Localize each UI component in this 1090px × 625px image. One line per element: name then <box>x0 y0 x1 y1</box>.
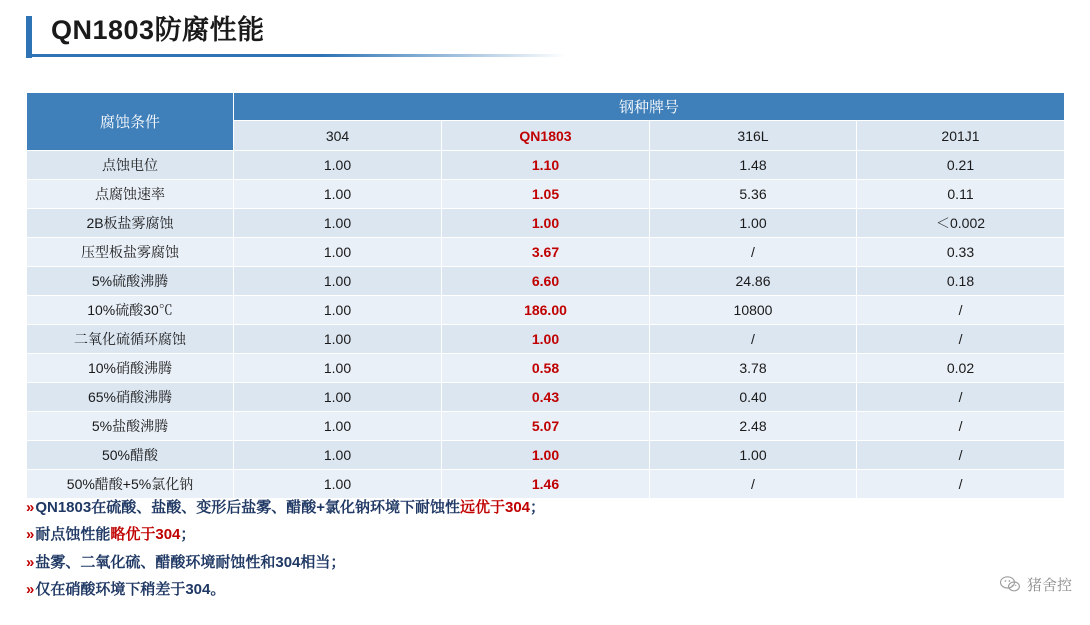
table-row <box>27 441 1065 470</box>
cell-qn1803: 1.05 <box>442 180 650 209</box>
cell-201j1: ＜0.002 <box>857 209 1065 238</box>
cell-201j1: / <box>857 296 1065 325</box>
cell-201j1: / <box>857 383 1065 412</box>
bullet-emphasis: 远优于304 <box>459 499 531 516</box>
cell-316l: 1.00 <box>650 441 857 470</box>
cell-qn1803: 1.00 <box>442 209 650 238</box>
title-underline <box>26 54 566 57</box>
cell-304: 1.00 <box>234 180 442 209</box>
cell-qn1803: 1.10 <box>442 151 650 180</box>
row-label: 2B板盐雾腐蚀 <box>27 209 234 238</box>
cell-304: 1.00 <box>234 209 442 238</box>
row-label: 点蚀电位 <box>27 151 234 180</box>
wechat-icon <box>1000 576 1020 593</box>
table-row <box>27 383 1065 412</box>
cell-304: 1.00 <box>234 151 442 180</box>
table-row <box>27 296 1065 325</box>
cell-qn1803: 5.07 <box>442 412 650 441</box>
bullet-text: 耐点蚀性能 <box>35 526 111 544</box>
cell-304: 1.00 <box>234 470 442 499</box>
bullet-text: QN1803在硫酸、盐酸、变形后盐雾、醋酸+氯化钠环境下耐蚀性 <box>35 499 460 516</box>
conclusion-list <box>26 496 926 605</box>
bullet-emphasis: 略优于304 <box>110 526 181 544</box>
row-label: 二氧化硫循环腐蚀 <box>27 325 234 354</box>
table-row <box>27 412 1065 441</box>
table-row <box>27 180 1065 209</box>
cell-304: 1.00 <box>234 412 442 441</box>
cell-qn1803: 1.00 <box>442 441 650 470</box>
bullet-text: 仅在硝酸环境下稍差于304。 <box>35 580 226 598</box>
cell-201j1: 0.33 <box>857 238 1065 267</box>
bullet-marker: » <box>26 580 35 598</box>
cell-304: 1.00 <box>234 441 442 470</box>
list-item <box>26 551 926 574</box>
row-label: 50%醋酸 <box>27 441 234 470</box>
header-col-201j1: 201J1 <box>857 121 1065 151</box>
cell-qn1803: 6.60 <box>442 267 650 296</box>
row-label: 50%醋酸+5%氯化钠 <box>27 470 234 499</box>
watermark-label: 猪舍控 <box>1026 577 1072 594</box>
table-row <box>27 209 1065 238</box>
row-label: 10%硫酸30℃ <box>27 296 234 325</box>
header-col-316l: 316L <box>650 121 857 151</box>
cell-201j1: / <box>857 412 1065 441</box>
row-label: 10%硝酸沸腾 <box>27 354 234 383</box>
bullet-suffix: ； <box>530 499 546 516</box>
cell-316l: 10800 <box>650 296 857 325</box>
header-corrosion-condition: 腐蚀条件 <box>27 93 234 151</box>
bullet-marker: » <box>26 553 35 571</box>
cell-201j1: 0.21 <box>857 151 1065 180</box>
bullet-marker: » <box>26 499 35 516</box>
watermark <box>1000 574 1072 595</box>
bullet-text: 盐雾、二氧化硫、醋酸环境耐蚀性和304相当； <box>35 553 346 571</box>
cell-316l: 1.48 <box>650 151 857 180</box>
cell-304: 1.00 <box>234 267 442 296</box>
list-item <box>26 523 926 546</box>
row-label: 点腐蚀速率 <box>27 180 234 209</box>
cell-316l: 1.00 <box>650 209 857 238</box>
cell-316l: / <box>650 325 857 354</box>
page-title: QN1803防腐性能 <box>51 15 265 45</box>
cell-qn1803: 186.00 <box>442 296 650 325</box>
bullet-marker: » <box>26 526 35 544</box>
table-row <box>27 325 1065 354</box>
cell-201j1: / <box>857 441 1065 470</box>
row-label: 5%盐酸沸腾 <box>27 412 234 441</box>
header-col-304: 304 <box>234 121 442 151</box>
cell-qn1803: 1.46 <box>442 470 650 499</box>
row-label: 5%硫酸沸腾 <box>27 267 234 296</box>
cell-316l: / <box>650 238 857 267</box>
cell-316l: 5.36 <box>650 180 857 209</box>
cell-201j1: 0.02 <box>857 354 1065 383</box>
cell-304: 1.00 <box>234 325 442 354</box>
cell-304: 1.00 <box>234 383 442 412</box>
corrosion-table-wrapper <box>26 92 1064 499</box>
table-body <box>27 151 1065 499</box>
cell-qn1803: 3.67 <box>442 238 650 267</box>
cell-201j1: / <box>857 325 1065 354</box>
header-col-qn1803: QN1803 <box>442 121 650 151</box>
cell-qn1803: 0.43 <box>442 383 650 412</box>
table-row <box>27 354 1065 383</box>
table-row <box>27 151 1065 180</box>
row-label: 65%硝酸沸腾 <box>27 383 234 412</box>
cell-201j1: / <box>857 470 1065 499</box>
cell-316l: 0.40 <box>650 383 857 412</box>
cell-201j1: 0.11 <box>857 180 1065 209</box>
cell-304: 1.00 <box>234 354 442 383</box>
cell-316l: / <box>650 470 857 499</box>
cell-201j1: 0.18 <box>857 267 1065 296</box>
cell-qn1803: 0.58 <box>442 354 650 383</box>
table-header-row-1 <box>27 93 1065 121</box>
table-row <box>27 470 1065 499</box>
corrosion-table <box>26 92 1065 499</box>
header-steel-grade: 钢种牌号 <box>234 93 1065 121</box>
cell-qn1803: 1.00 <box>442 325 650 354</box>
list-item <box>26 578 926 601</box>
row-label: 压型板盐雾腐蚀 <box>27 238 234 267</box>
cell-304: 1.00 <box>234 296 442 325</box>
cell-316l: 2.48 <box>650 412 857 441</box>
cell-304: 1.00 <box>234 238 442 267</box>
table-row <box>27 267 1065 296</box>
list-item <box>26 496 926 519</box>
cell-316l: 3.78 <box>650 354 857 383</box>
bullet-suffix: ； <box>180 526 196 544</box>
table-head <box>27 93 1065 151</box>
table-row <box>27 238 1065 267</box>
cell-316l: 24.86 <box>650 267 857 296</box>
title-block <box>26 14 566 57</box>
